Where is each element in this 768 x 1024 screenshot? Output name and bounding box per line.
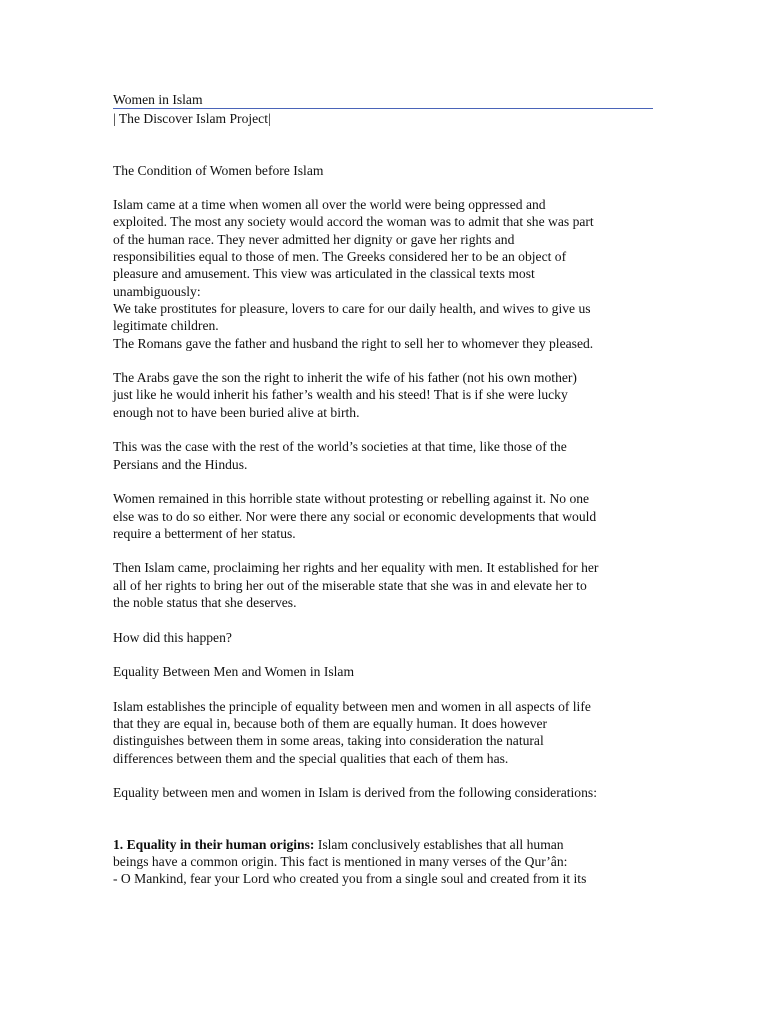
spacer — [113, 767, 655, 784]
document-title: Women in Islam — [113, 91, 653, 109]
paragraph-line: pleasure and amusement. This view was articulated in the classical texts most — [113, 266, 535, 282]
paragraph-5 — [113, 559, 655, 611]
paragraph-line: The Arabs gave the son the right to inherit the wife of his father (not his own mother) — [113, 370, 577, 386]
spacer — [113, 421, 655, 438]
spacer — [113, 646, 655, 663]
paragraph-4 — [113, 490, 655, 542]
paragraph-line: This was the case with the rest of the world’s societies at that time, like those of the — [113, 439, 567, 455]
spacer — [113, 179, 655, 196]
paragraph-line: The Romans gave the father and husband the right to sell her to whomever they pleased. — [113, 335, 594, 351]
point-1-heading: 1. Equality in their human origins: — [113, 836, 315, 852]
section-heading-condition: The Condition of Women before Islam — [113, 162, 324, 178]
paragraph-line: else was to do so either. Nor were there any social or economic developments that would — [113, 508, 597, 524]
paragraph-6 — [113, 698, 655, 767]
paragraph-line: unambiguously: — [113, 283, 201, 299]
spacer — [113, 802, 655, 836]
paragraph-line: of the human race. They never admitted her dignity or gave her rights and — [113, 231, 515, 247]
section-heading-equality: Equality Between Men and Women in Islam — [113, 664, 355, 680]
paragraph-line: Women remained in this horrible state without protesting or rebelling against it. No one — [113, 491, 590, 507]
point-1 — [113, 836, 655, 888]
paragraph-line: that they are equal in, because both of them are equally human. It does however — [113, 716, 548, 732]
paragraph-line: the noble status that she deserves. — [113, 595, 297, 611]
spacer — [113, 128, 655, 162]
paragraph-line: legitimate children. — [113, 318, 219, 334]
paragraph-line: enough not to have been buried alive at birth. — [113, 404, 360, 420]
paragraph-line: differences between them and the special qualities that each of them has. — [113, 750, 509, 766]
paragraph-line: We take prostitutes for pleasure, lovers to care for our daily health, and wives to give us — [113, 300, 591, 316]
paragraph-line: Then Islam came, proclaiming her rights and her equality with men. It established for her — [113, 560, 599, 576]
paragraph-3 — [113, 438, 655, 473]
spacer — [113, 681, 655, 698]
paragraph-7: Equality between men and women in Islam is derived from the following considerations: — [113, 785, 597, 801]
paragraph-line: Islam came at a time when women all over the world were being oppressed and — [113, 197, 546, 213]
spacer — [113, 473, 655, 490]
spacer — [113, 611, 655, 628]
question-line: How did this happen? — [113, 629, 232, 645]
paragraph-line: beings have a common origin. This fact is mentioned in many verses of the Qur’ân: — [113, 853, 568, 869]
paragraph-line: Islam establishes the principle of equality between men and women in all aspects of life — [113, 698, 591, 714]
paragraph-line: Persians and the Hindus. — [113, 456, 248, 472]
paragraph-2 — [113, 369, 655, 421]
document-subtitle: | The Discover Islam Project| — [113, 111, 271, 127]
point-1-first-line — [113, 836, 655, 853]
paragraph-line: responsibilities equal to those of men. The Greeks considered her to be an object of — [113, 249, 567, 265]
point-1-text: Islam conclusively establishes that all human — [314, 836, 564, 852]
paragraph-line: just like he would inherit his father’s wealth and his steed! That is if she were lucky — [113, 387, 568, 403]
paragraph-1 — [113, 196, 655, 352]
document-body — [113, 91, 655, 887]
paragraph-line: require a betterment of her status. — [113, 525, 296, 541]
paragraph-line: all of her rights to bring her out of the miserable state that she was in and elevate her to — [113, 577, 587, 593]
paragraph-line: - O Mankind, fear your Lord who created you from a single soul and created from it its — [113, 871, 587, 887]
spacer — [113, 352, 655, 369]
paragraph-line: exploited. The most any society would accord the woman was to admit that she was part — [113, 214, 594, 230]
spacer — [113, 542, 655, 559]
paragraph-line: distinguishes between them in some areas, taking into consideration the natural — [113, 733, 544, 749]
